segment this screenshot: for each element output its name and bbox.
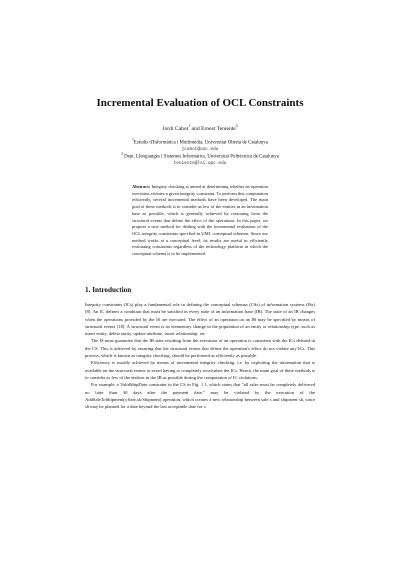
author-name: and Ernest Teniente	[190, 125, 236, 132]
affiliation-2	[40, 151, 360, 167]
abstract-text: Integrity checking is aimed at determining whether an operation execution violates a given integrity constraint. To perform this computation efficiently, several incremental methods have been developed. The main goal of these methods is to consider as few of the entities in an information base as possible, which is generally achieved by reasoning from the structural events that define the effect of the operations. In this paper, we propose a new method for dealing with the incremental evaluation of the OCL integrity constraints specified in UML conceptual schemas. Since our method works at a conceptual level, its results are useful in efficiently evaluating constraints regardless of the technology platform in which the conceptual schema is to be implemented.	[132, 184, 269, 257]
paragraph: The IS must guarantee that the IB state resulting from the execution of an operation is consistent with the ICs defined in the CS. This is achieved by ensuring that the structural events that define the operation's effect do not violate any ICs. This process, which is known as integrity checking, should be performed as efficiently as possible.	[85, 338, 315, 359]
paper-title: Incremental Evaluation of OCL Constraints	[96, 97, 304, 109]
paragraph: Integrity constraints (ICs) play a fundamental role in defining the conceptual schemas (CSs) of information systems (ISs) [8]. An IC defines a condition that must be satisfied in every state of an information base (IB). The state of an IB changes when the operations provided by the IS are executed. The effect of an operation on an IB may be specified by means of structural events [18]. A structural event is an elementary change in the population of an entity or relationship type, such as insert entity, delete entity, update attribute, insert relationship, etc.	[85, 302, 315, 337]
paragraph: For example, a ValidShipDate constraint in the CS in Fig. 1.1, which states that "all sales must be completely delivered no later than 30 days after the payment date," may be violated by the execution of the AddSaleToShipment(s:Sale,sh:Shipment) operation, which creates a new relationship between sale s and shipment sh, since sh may be planned for a date beyond the last acceptable date for s.	[85, 382, 315, 410]
author-line	[40, 124, 360, 132]
abstract	[132, 184, 268, 258]
affiliation-email: teniente@lsi.upc.edu	[173, 160, 227, 166]
section-heading: 1. Introduction	[85, 286, 132, 294]
paragraph: Efficiency is usually achieved by means of incremental integrity checking, i.e. by exploiting the information that is available on the structural events to avoid having to completely recalculate the ICs. Hence, the main goal of these methods is to consider as few of the entities in the IB as possible during the computation of IC violations.	[85, 360, 315, 380]
affiliation-name: Dept. Llenguatges i Sistemes Informàtics, Universitat Politècnica de Catalunya	[122, 154, 279, 160]
affiliation-sup: 1	[132, 138, 134, 142]
body-text	[85, 301, 315, 410]
author-sup: 1	[188, 124, 191, 128]
affiliation-sup: 2	[121, 152, 123, 156]
author-name: Jordi Cabot	[162, 125, 189, 132]
affiliation-email: jcabot@uoc.edu	[181, 146, 219, 152]
author-sup: 2	[235, 124, 238, 128]
affiliation-name: Estudis d'Informàtica i Multimèdia, Universitat Oberta de Catalunya	[133, 140, 268, 146]
abstract-label: Abstract:	[132, 184, 151, 189]
